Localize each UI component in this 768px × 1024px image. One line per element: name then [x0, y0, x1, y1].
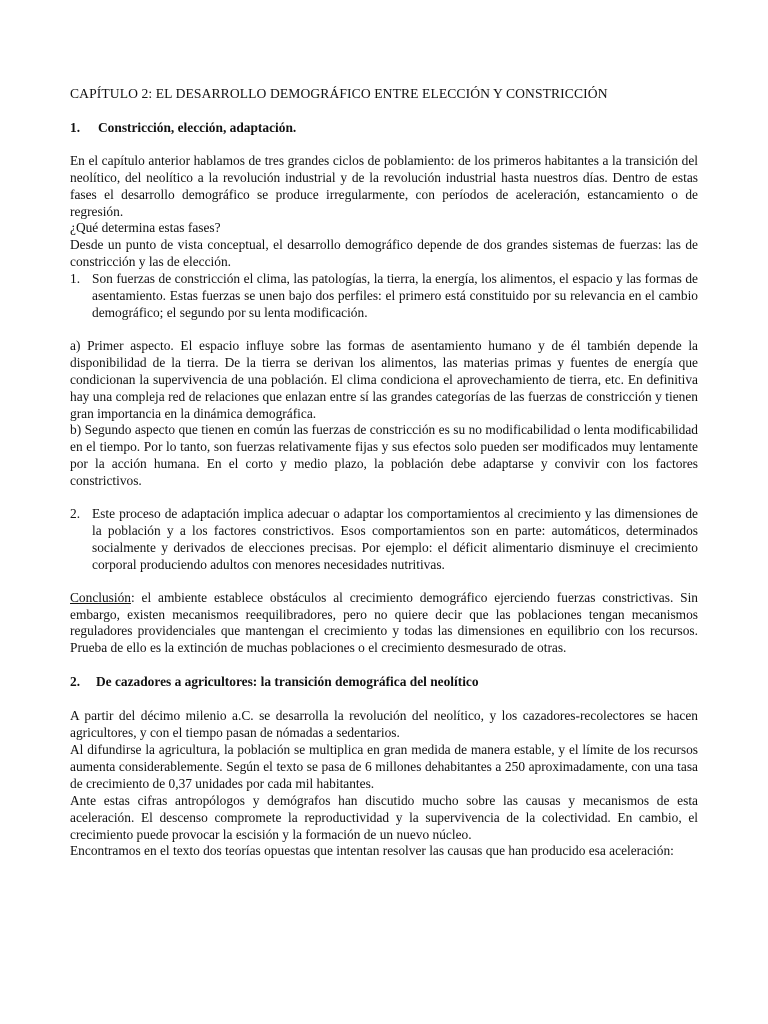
conclusion-text: : el ambiente establece obstáculos al crecimiento demográfico ejerciendo fuerzas constrictivas. Sin embargo, existen mecanismos reequilibradores, pero no quiere decir que las poblaciones tengan mecanismos reguladores providenciales que mantengan el crecimiento y todas las dimensiones en equilibrio con los recursos. Prueba de ello es la extinción de muchas poblaciones o el crecimiento desmesurado de otras. [70, 589, 698, 656]
list-item-1-number: 1. [70, 271, 81, 287]
section-1-heading [70, 120, 698, 137]
paragraph-question: ¿Qué determina estas fases? [70, 220, 221, 236]
paragraph-conclusion [70, 590, 698, 658]
section-2-number: 2. [70, 674, 81, 690]
conclusion-label: Conclusión [70, 589, 132, 605]
list-item-2 [70, 506, 698, 574]
paragraph-aspect-a: a) Primer aspecto. El espacio influye sobre las formas de asentamiento humano y de él también depende la disponibilidad de la tierra. De la tierra se derivan los alimentos, las materias primas y fuentes de energía que condicionan la supervivencia de una población. El clima condiciona el aprovechamiento de tierra, etc. En definitiva hay una compleja red de relaciones que enlazan entre sí las grandes categorías de las fuerzas de constricción y tienen gran importancia en la dinámica demográfica. [70, 337, 698, 421]
section-2-heading [70, 674, 698, 691]
section-1-number: 1. [70, 119, 81, 135]
list-item-1 [70, 271, 698, 322]
paragraph-debate: Ante estas cifras antropólogos y demógrafos han discutido mucho sobre las causas y mecanismos de esta aceleración. El descenso compromete la reproductividad y la supervivencia de la colectividad. En cambio, el crecimiento puede provocar la escisión y la formación de un nuevo núcleo. [70, 792, 698, 842]
section-1-title: Constricción, elección, adaptación. [98, 119, 297, 135]
list-item-1-text: Son fuerzas de constricción el clima, las patologías, la tierra, la energía, los alimentos, el espacio y las formas de asentamiento. Estas fuerzas se unen bajo dos perfiles: el primero está constituido por su relevancia en el cambio demográfico; el segundo por su lenta modificación. [92, 271, 698, 320]
paragraph-neolithic: A partir del décimo milenio a.C. se desarrolla la revolución del neolítico, y los cazadores-recolectores se hacen agricultores, y con el tiempo pasan de nómadas a sedentarios. [70, 708, 698, 741]
chapter-title: CAPÍTULO 2: EL DESARROLLO DEMOGRÁFICO ENTRE ELECCIÓN Y CONSTRICCIÓN [70, 86, 608, 101]
paragraph-aspect-b: b) Segundo aspecto que tienen en común las fuerzas de constricción es su no modificabilidad o lenta modificabilidad en el tiempo. Por lo tanto, son fuerzas relativamente fijas y sus efectos solo pueden ser modificados muy lentamente por la acción humana. En el corto y medio plazo, la población debe adaptarse y convivir con los factores constrictivos. [70, 422, 698, 489]
list-item-2-text: Este proceso de adaptación implica adecuar o adaptar los comportamientos al crecimiento y las dimensiones de la población y a los factores constrictivos. Esos comportamientos son en parte: automáticos, determinados socialmente y derivados de elecciones precisas. Por ejemplo: el déficit alimentario disminuye el crecimiento corporal produciendo adultos con menores necesidades nutritivas. [92, 506, 698, 572]
paragraph-intro: En el capítulo anterior hablamos de tres grandes ciclos de poblamiento: de los primeros habitantes a la transición del neolítico, del neolítico a la revolución industrial y de la revolución industrial hasta nuestros días. Dentro de estas fases el desarrollo demográfico se produce irregularmente, con períodos de aceleración, estancamiento o de regresión. [70, 152, 698, 219]
paragraph-agriculture: Al difundirse la agricultura, la población se multiplica en gran medida de manera estable, y el límite de los recursos aumenta considerablemente. Según el texto se pasa de 6 millones dehabitantes a 250 aproximadamente, con una tasa de crecimiento de 0,37 unidades por cada mil habitantes. [70, 742, 698, 791]
section-2-title: De cazadores a agricultores: la transición demográfica del neolítico [96, 674, 479, 690]
list-item-2-number: 2. [70, 506, 81, 522]
paragraph-theories: Encontramos en el texto dos teorías opuestas que intentan resolver las causas que han producido esa aceleración: [70, 843, 674, 859]
document-body [70, 86, 698, 860]
paragraph-concept: Desde un punto de vista conceptual, el desarrollo demográfico depende de dos grandes sistemas de fuerzas: las de constricción y las de elección. [70, 237, 698, 270]
